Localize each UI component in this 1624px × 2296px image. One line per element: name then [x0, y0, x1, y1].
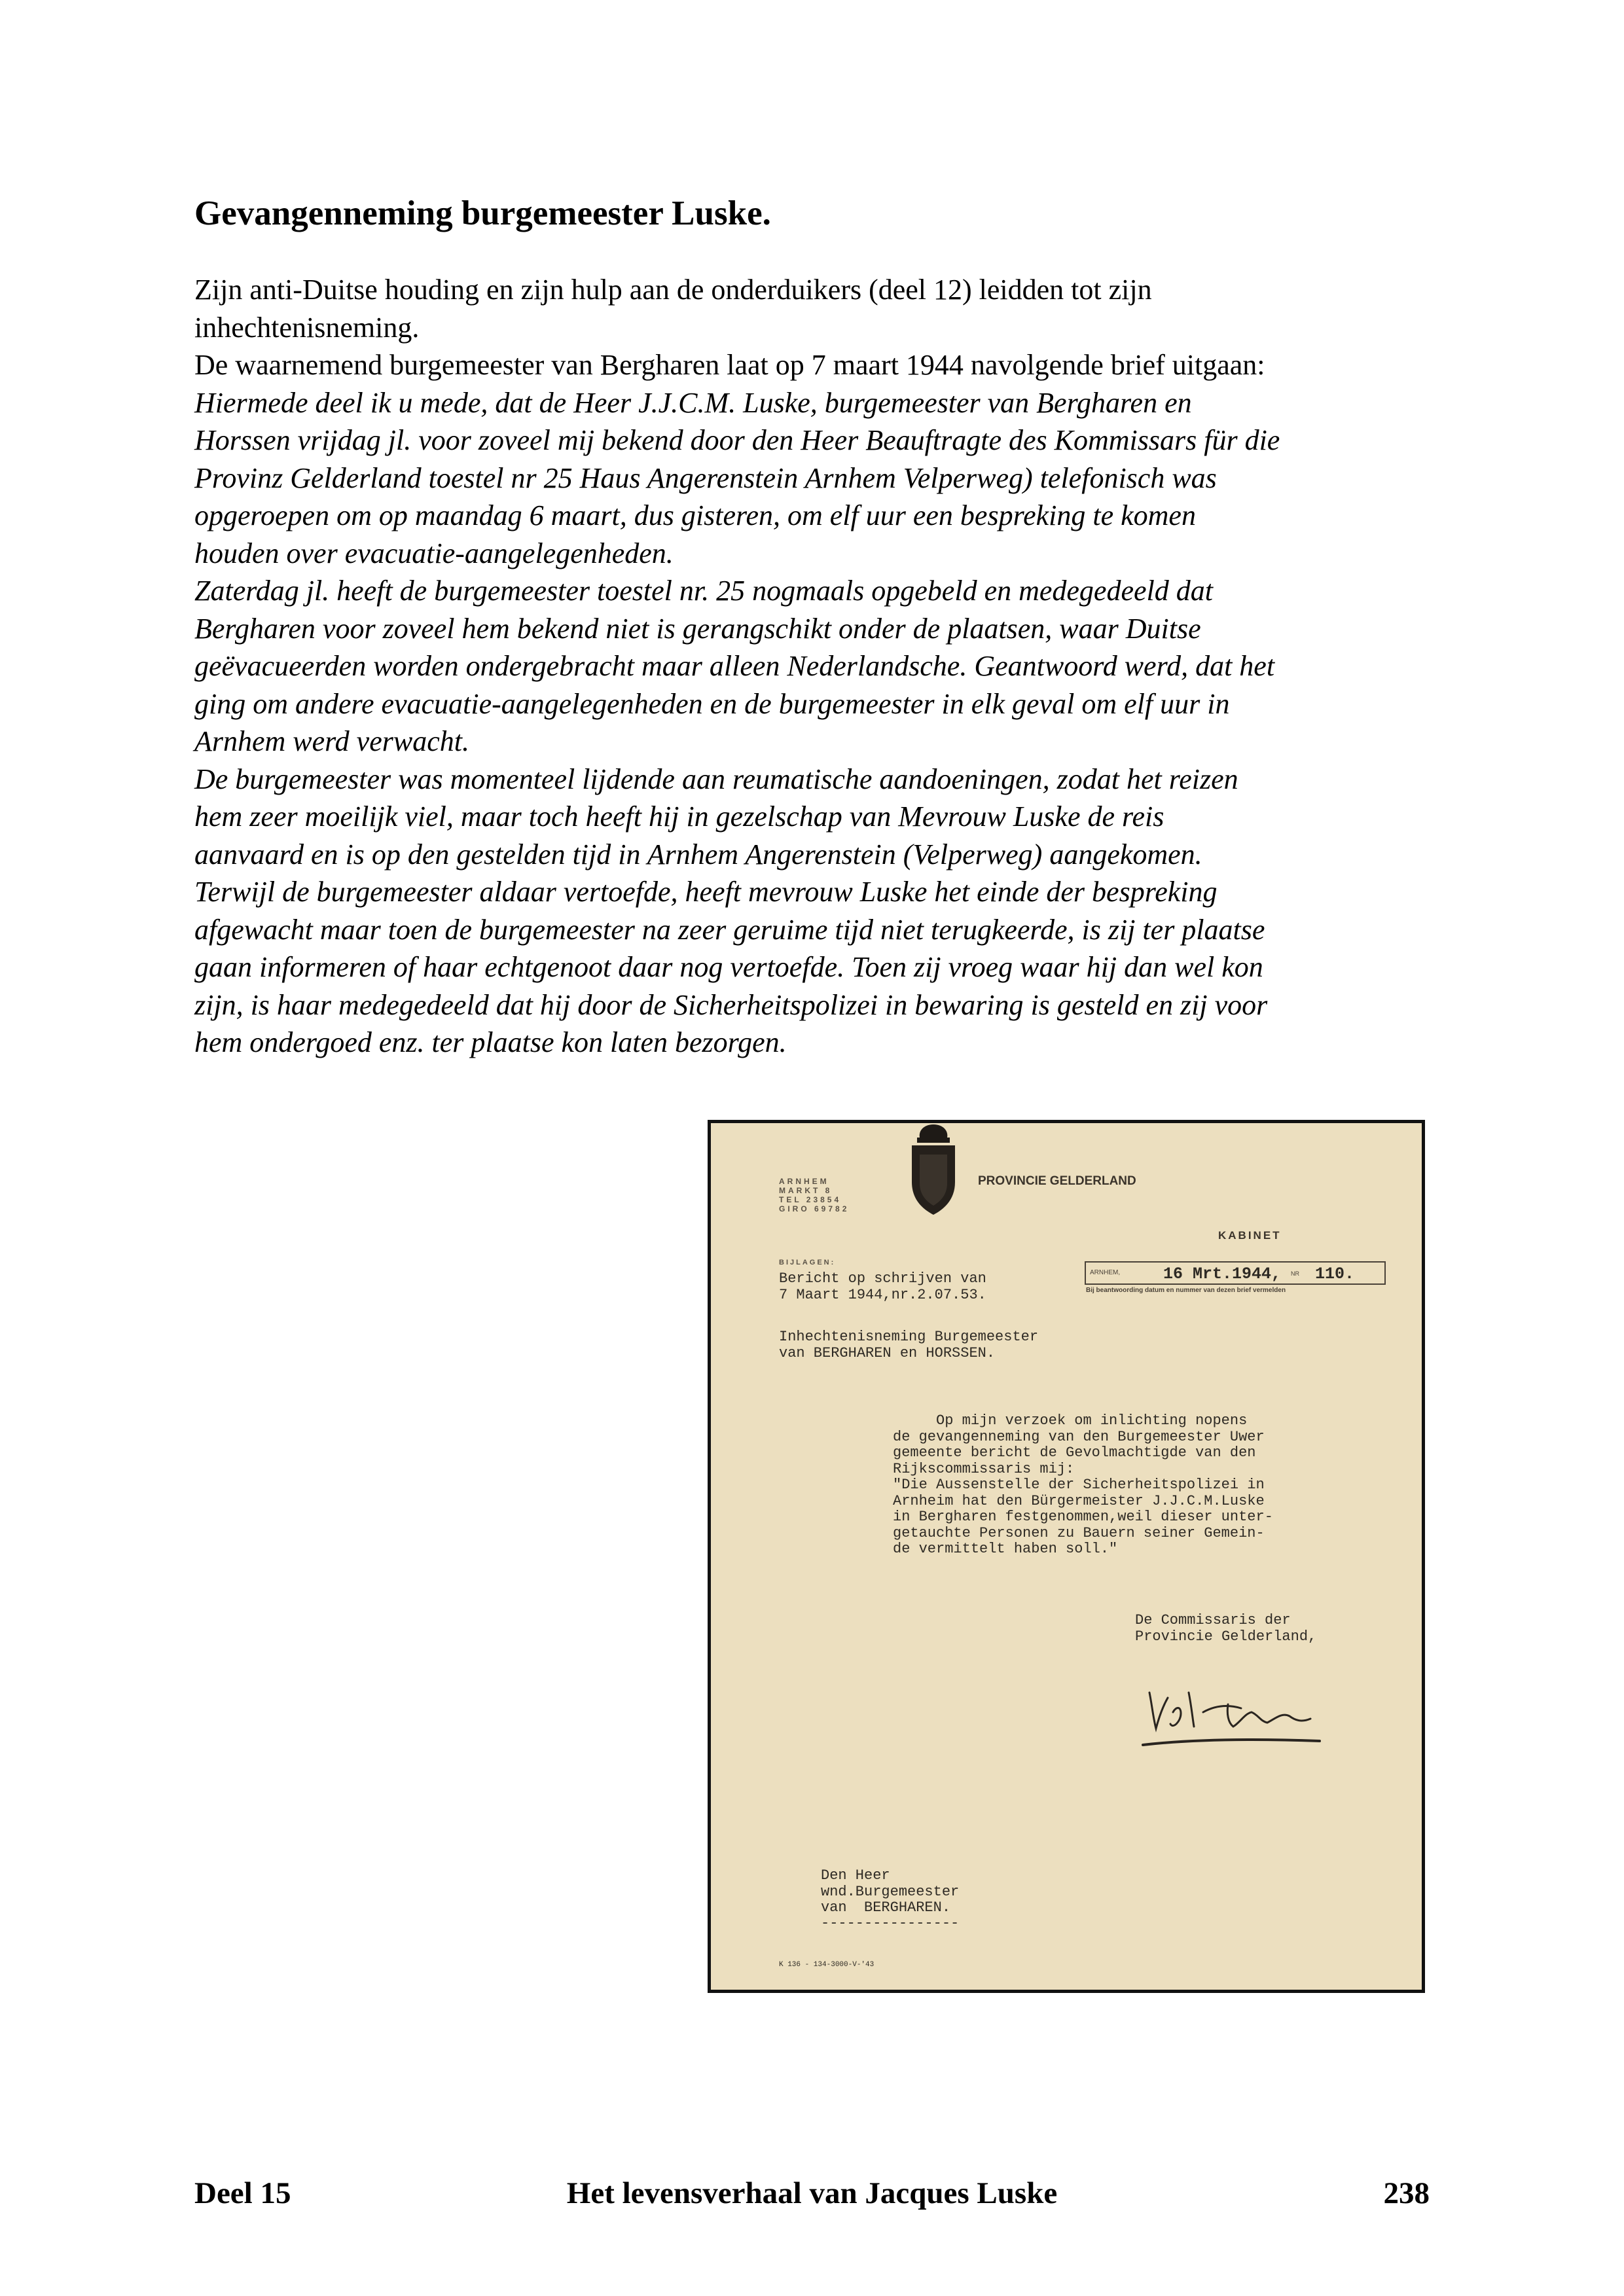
reply-note: Bij beantwoording datum en nummer van dezen brief vermelden — [1086, 1287, 1286, 1294]
crest-icon — [904, 1123, 963, 1218]
closing-line: De Commissaris der — [1135, 1612, 1291, 1628]
date-box — [1085, 1261, 1386, 1285]
quote-line: Terwijl de burgemeester aldaar vertoefde, heeft mevrouw Luske het einde der bespreking — [194, 876, 1218, 908]
intro-line: Zijn anti-Duitse houding en zijn hulp aan de onderduikers (deel 12) leidden tot zijn — [194, 274, 1152, 306]
page-heading: Gevangenneming burgemeester Luske. — [194, 194, 771, 232]
intro-line: inhechtenisneming. — [194, 311, 420, 344]
quote-line: aanvaard en is op den gestelden tijd in Arnhem Angerenstein (Velperweg) aangekomen. — [194, 838, 1202, 870]
quote-line: gaan informeren of haar echtgenoot daar nog vertoefde. Toen zij vroeg waar hij dan wel kon — [194, 951, 1263, 983]
recipient-line: Den Heer — [821, 1867, 890, 1884]
reference — [779, 1270, 986, 1303]
nr-label: NR — [1291, 1270, 1299, 1277]
recipient-line: wnd.Burgemeester — [821, 1883, 960, 1900]
address-line: MARKT 8 — [779, 1186, 833, 1195]
letter-line: "Die Aussenstelle der Sicherheitspolizei in — [893, 1477, 1265, 1493]
reference-line: 7 Maart 1944,nr.2.07.53. — [779, 1287, 986, 1303]
quote-line: zijn, is haar medegedeeld dat hij door de Sicherheitspolizei in bewaring is gesteld en zij voor — [194, 988, 1268, 1021]
quote-line: hem zeer moeilijk viel, maar toch heeft hij in gezelschap van Mevrouw Luske de reis — [194, 800, 1164, 833]
quote-line: geëvacueerden worden ondergebracht maar alleen Nederlandsche. Geantwoord werd, dat het — [194, 650, 1275, 682]
body-text — [194, 271, 1458, 1062]
quote-line: De burgemeester was momenteel lijdende aan reumatische aandoeningen, zodat het reizen — [194, 762, 1238, 795]
closing-line: Provincie Gelderland, — [1135, 1628, 1317, 1645]
letter-line: Rijkscommissaris mij: — [893, 1460, 1075, 1477]
quote-line: Arnhem werd verwacht. — [194, 725, 469, 757]
letter-line: gemeente bericht de Gevolmachtigde van den — [893, 1444, 1256, 1461]
province-name: PROVINCIE GELDERLAND — [978, 1174, 1136, 1188]
quote-line: Horssen vrijdag jl. voor zoveel mij bekend door den Heer Beauftragte des Kommissars für die — [194, 424, 1280, 456]
form-number: K 136 - 134-3000-V-'43 — [779, 1961, 875, 1969]
address-line: ARNHEM — [779, 1177, 829, 1186]
quote-line: Provinz Gelderland toestel nr 25 Haus Angerenstein Arnhem Velperweg) telefonisch was — [194, 461, 1217, 494]
quote-line: houden over evacuatie-aangelegenheden. — [194, 537, 674, 569]
address-line: GIRO 69782 — [779, 1204, 850, 1213]
letter-line: getauchte Personen zu Bauern seiner Gemein- — [893, 1524, 1265, 1541]
recipient-line: van BERGHAREN. — [821, 1899, 951, 1916]
letter-date: 16 Mrt.1944, — [1163, 1265, 1282, 1283]
letter-subject — [779, 1329, 1038, 1361]
dash-line: ---------------- — [821, 1915, 960, 1931]
letter-line: Op mijn verzoek om inlichting nopens — [893, 1412, 1248, 1429]
address-line: TEL 23854 — [779, 1195, 842, 1204]
kabinet-label: KABINET — [1218, 1229, 1282, 1242]
letter-line: Arnheim hat den Bürgermeister J.J.C.M.Luske — [893, 1492, 1265, 1509]
subject-line: van BERGHAREN en HORSSEN. — [779, 1345, 996, 1361]
recipient — [821, 1868, 959, 1916]
place-label: ARNHEM, — [1090, 1269, 1121, 1276]
signature — [1130, 1666, 1346, 1758]
quote-line: ging om andere evacuatie-aangelegenheden en de burgemeester in elk geval om elf uur in — [194, 687, 1230, 720]
subject-line: Inhechtenisneming Burgemeester — [779, 1329, 1039, 1345]
letter-line: de vermittelt haben soll." — [893, 1541, 1118, 1557]
quote-line: Hiermede deel ik u mede, dat de Heer J.J.C.M. Luske, burgemeester van Bergharen en — [194, 386, 1192, 419]
bijlagen-label: BIJLAGEN: — [779, 1259, 836, 1266]
quote-line: Bergharen voor zoveel hem bekend niet is gerangschikt onder de plaatsen, waar Duitse — [194, 612, 1201, 645]
quote-line: Zaterdag jl. heeft de burgemeester toestel nr. 25 nogmaals opgebeld en medegedeeld dat — [194, 575, 1213, 607]
quote-line: afgewacht maar toen de burgemeester na zeer geruime tijd niet terugkeerde, is zij ter plaatse — [194, 913, 1265, 946]
letter-line: de gevangenneming van den Burgemeester Uwer — [893, 1428, 1265, 1445]
letter-line: in Bergharen festgenommen,weil dieser unter- — [893, 1509, 1273, 1525]
letterhead-address — [779, 1177, 849, 1213]
page-number: 238 — [1383, 2176, 1430, 2210]
footer-title: Het levensverhaal van Jacques Luske — [566, 2176, 1058, 2210]
quote-line: hem ondergoed enz. ter plaatse kon laten bezorgen. — [194, 1026, 787, 1058]
letter-closing — [1135, 1613, 1316, 1645]
quote-line: opgeroepen om op maandag 6 maart, dus gisteren, om elf uur een bespreking te komen — [194, 499, 1196, 531]
letter-scan — [708, 1120, 1425, 1993]
letter-number: 110. — [1315, 1265, 1355, 1283]
intro-line: De waarnemend burgemeester van Bergharen laat op 7 maart 1944 navolgende brief uitgaan: — [194, 349, 1265, 381]
footer-part: Deel 15 — [194, 2176, 291, 2210]
reference-line: Bericht op schrijven van — [779, 1270, 986, 1287]
letter-body — [893, 1413, 1273, 1558]
